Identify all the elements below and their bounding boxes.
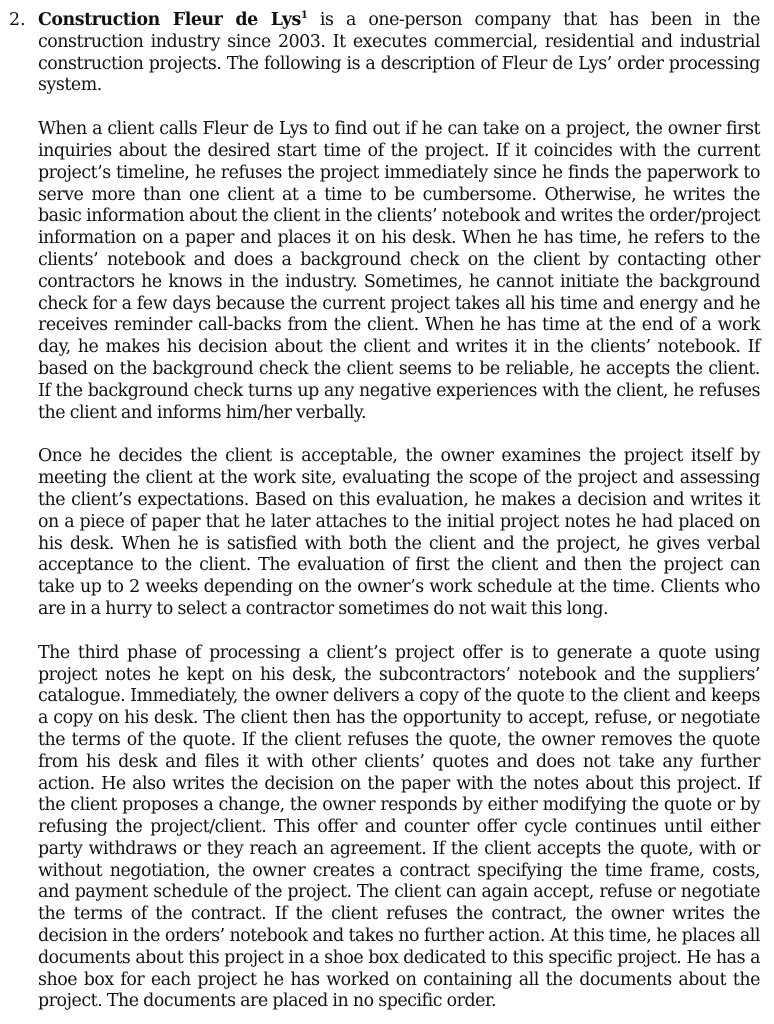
footnote-marker: 1 bbox=[300, 10, 308, 22]
intro-paragraph bbox=[38, 10, 760, 97]
paragraph-quote-phase: The third phase of processing a client’s project offer is to generate a quote using project notes he kept on his desk, the subcontractors’ notebook and the suppliers’ catalogue. Immediately, the owner delivers a copy of the quote to the client and keeps a copy on his desk. The client then has the opportunity to accept, refuse, or negotiate the terms of the quote. If the client refuses the quote, the owner removes the quote from his desk and files it with other clients’ quotes and does not take any further action. He also writes the decision on the paper with the notes about this project. If the client proposes a change, the owner responds by either modifying the quote or by refusing the project/client. This offer and counter offer cycle continues until either party withdraws or they reach an agreement. If the client accepts the quote, with or without negotiation, the owner creates a contract specifying the time frame, costs, and payment schedule of the project. The client can again accept, refuse or negotiate the terms of the contract. If the client refuses the contract, the owner writes the decision in the orders’ notebook and takes no further action. At this time, he places all documents about this project in a shoe box dedicated to this specific project. He has a shoe box for each project he has worked on containing all the documents about the project. The documents are placed in no specific order. bbox=[38, 642, 760, 1012]
paragraph-project-evaluation: Once he decides the client is acceptable, the owner examines the project itself by meeting the client at the work site, evaluating the scope of the project and assessing the client’s expectations. Based on this evaluation, he makes a decision and writes it on a piece of paper that he later attaches to the initial project notes he had placed on his desk. When he is satisfied with both the client and the project, he gives verbal acceptance to the client. The evaluation of first the client and then the project can take up to 2 weeks depending on the owner’s work schedule at the time. Clients who are in a hurry to select a contractor sometimes do not wait this long. bbox=[38, 446, 760, 619]
item-body bbox=[38, 10, 760, 1013]
item-number: 2. bbox=[9, 10, 26, 30]
intro-text: is a one-person company that has been in the construction industry since 2003. It executes commercial, residential and industrial construction projects. The following is a description of Fleur de Lys’ order processing system. bbox=[38, 10, 760, 96]
paragraph-client-check: When a client calls Fleur de Lys to find out if he can take on a project, the owner first inquiries about the desired start time of the project. If it coincides with the current project’s timeline, he refuses the project immediately since he finds the paperwork to serve more than one client at a time to be cumbersome. Otherwise, he writes the basic information about the client in the clients’ notebook and writes the order/project information on a paper and places it on his desk. When he has time, he refers to the clients’ notebook and does a background check on the client by contacting other contractors he knows in the industry. Sometimes, he cannot initiate the background check for a few days because the current project takes all his time and energy and he receives reminder call-backs from the client. When he has time at the end of a work day, he makes his decision about the client and writes it in the clients’ notebook. If based on the background check the client seems to be reliable, he accepts the client. If the background check turns up any negative experiences with the client, he refuses the client and informs him/her verbally. bbox=[38, 119, 760, 423]
company-name: Construction Fleur de Lys bbox=[38, 10, 301, 30]
numbered-item bbox=[9, 10, 760, 1013]
